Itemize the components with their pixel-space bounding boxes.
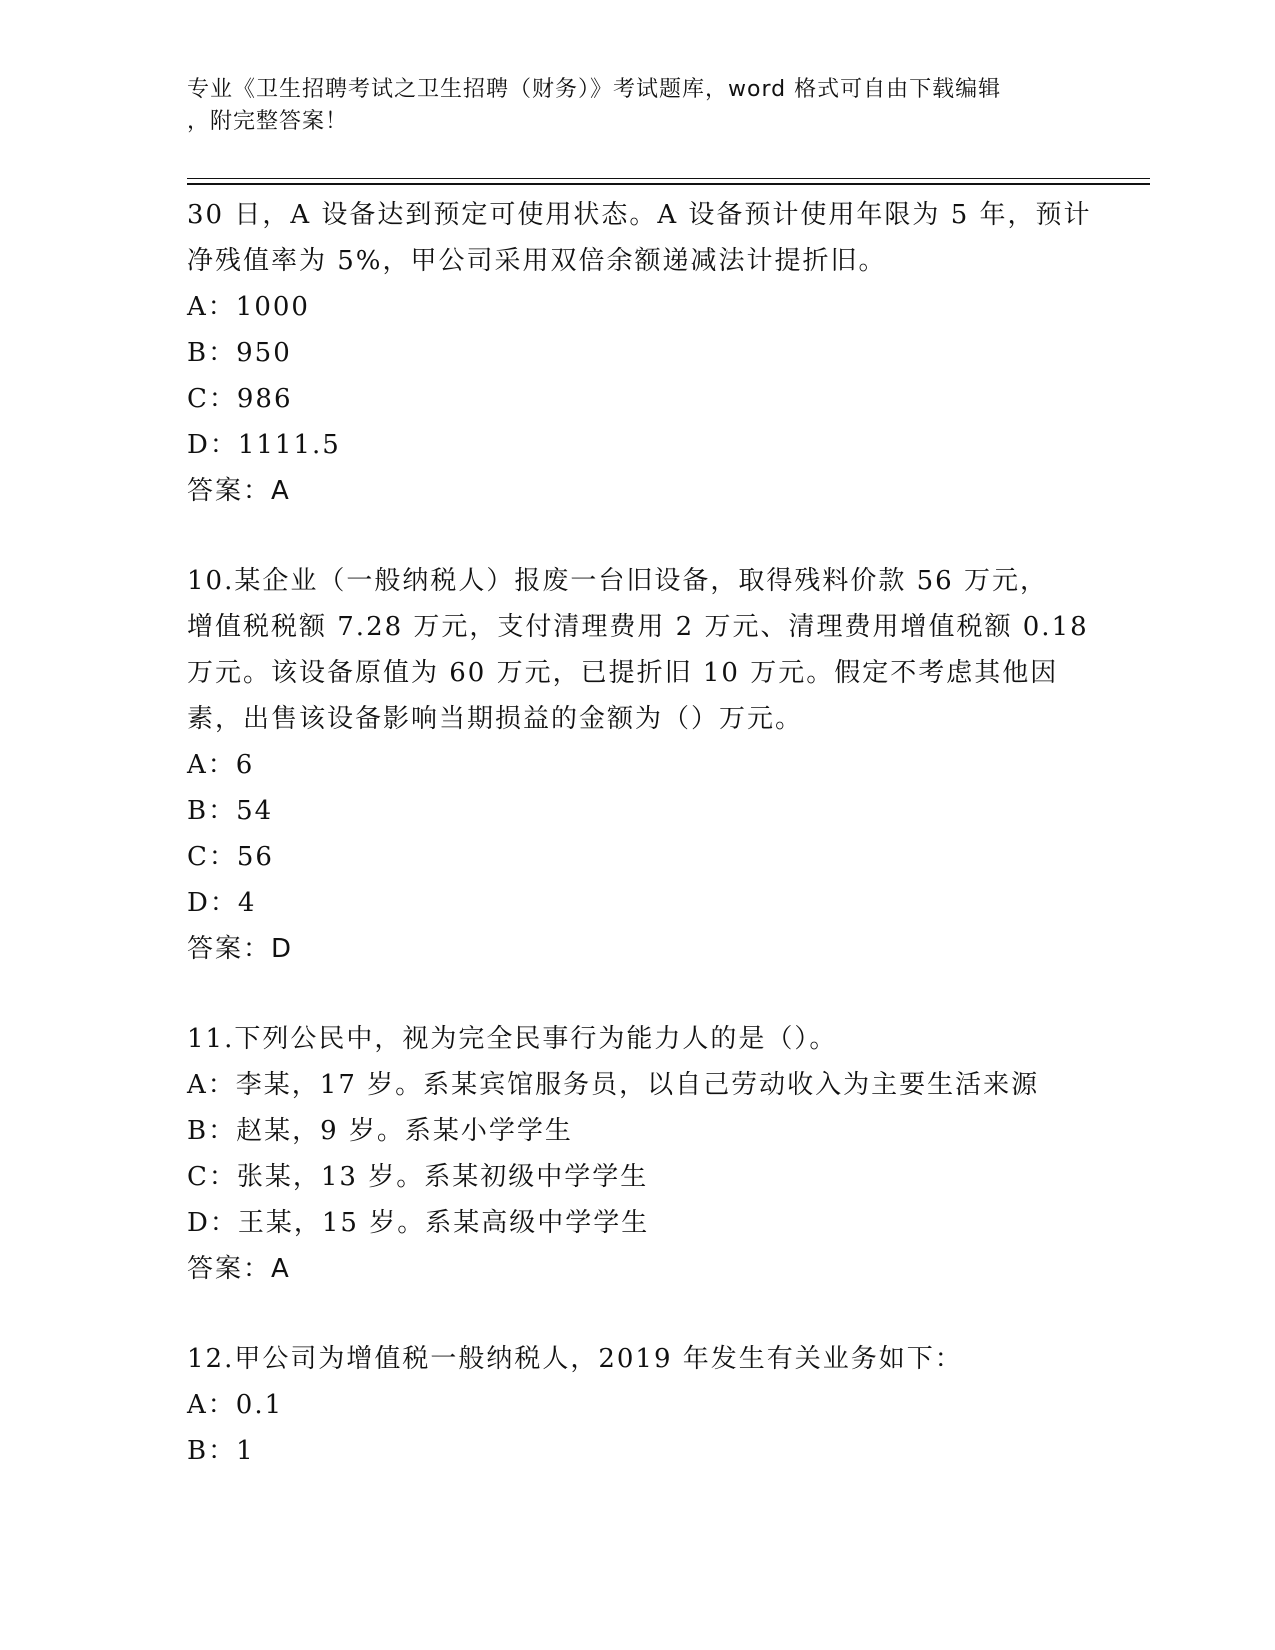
option-d: D：4 [187, 888, 257, 918]
option-a: A：李某，17 岁。系某宾馆服务员，以自己劳动收入为主要生活来源 [187, 1070, 1040, 1100]
question-text-line: 11.下列公民中，视为完全民事行为能力人的是（）。 [187, 1024, 838, 1054]
answer: 答案：D [187, 934, 294, 964]
option-c: C：986 [187, 384, 293, 414]
question-text-line: 10.某企业（一般纳税人）报废一台旧设备，取得残料价款 56 万元， [187, 566, 1048, 596]
header-divider-thick [187, 183, 1150, 185]
question-block-10 [187, 558, 1087, 972]
option-c: C：张某，13 岁。系某初级中学学生 [187, 1162, 649, 1192]
option-a: A：6 [187, 750, 255, 780]
header-divider-thin [187, 178, 1150, 179]
answer: 答案：A [187, 476, 291, 506]
question-text-line: 净残值率为 5%，甲公司采用双倍余额递减法计提折旧。 [187, 246, 887, 276]
header-line-1: 专业《卫生招聘考试之卫生招聘（财务）》考试题库，word 格式可自由下载编辑 [187, 77, 1002, 102]
question-text-line: 增值税税额 7.28 万元，支付清理费用 2 万元、清理费用增值税额 0.18 [187, 612, 1089, 642]
question-text-line: 万元。该设备原值为 60 万元，已提折旧 10 万元。假定不考虑其他因 [187, 658, 1059, 688]
answer: 答案：A [187, 1254, 291, 1284]
option-a: A：1000 [187, 292, 310, 322]
option-b: B：950 [187, 338, 292, 368]
question-block-11 [187, 1016, 1087, 1292]
option-b: B：54 [187, 796, 274, 826]
option-c: C：56 [187, 842, 274, 872]
question-list [187, 192, 1092, 1474]
question-text-line: 30 日，A 设备达到预定可使用状态。A 设备预计使用年限为 5 年，预计 [187, 200, 1092, 230]
question-text-line: 素，出售该设备影响当期损益的金额为（）万元。 [187, 704, 804, 734]
option-b: B：1 [187, 1436, 255, 1466]
document-header [187, 74, 1067, 138]
question-text-line: 12.甲公司为增值税一般纳税人，2019 年发生有关业务如下： [187, 1344, 963, 1374]
header-line-2: ，附完整答案！ [187, 109, 349, 134]
question-block-prev [187, 192, 1092, 514]
option-a: A：0.1 [187, 1390, 284, 1420]
option-b: B：赵某，9 岁。系某小学学生 [187, 1116, 573, 1146]
option-d: D：1111.5 [187, 430, 341, 460]
option-d: D：王某，15 岁。系某高级中学学生 [187, 1208, 650, 1238]
question-block-12 [187, 1336, 1087, 1474]
